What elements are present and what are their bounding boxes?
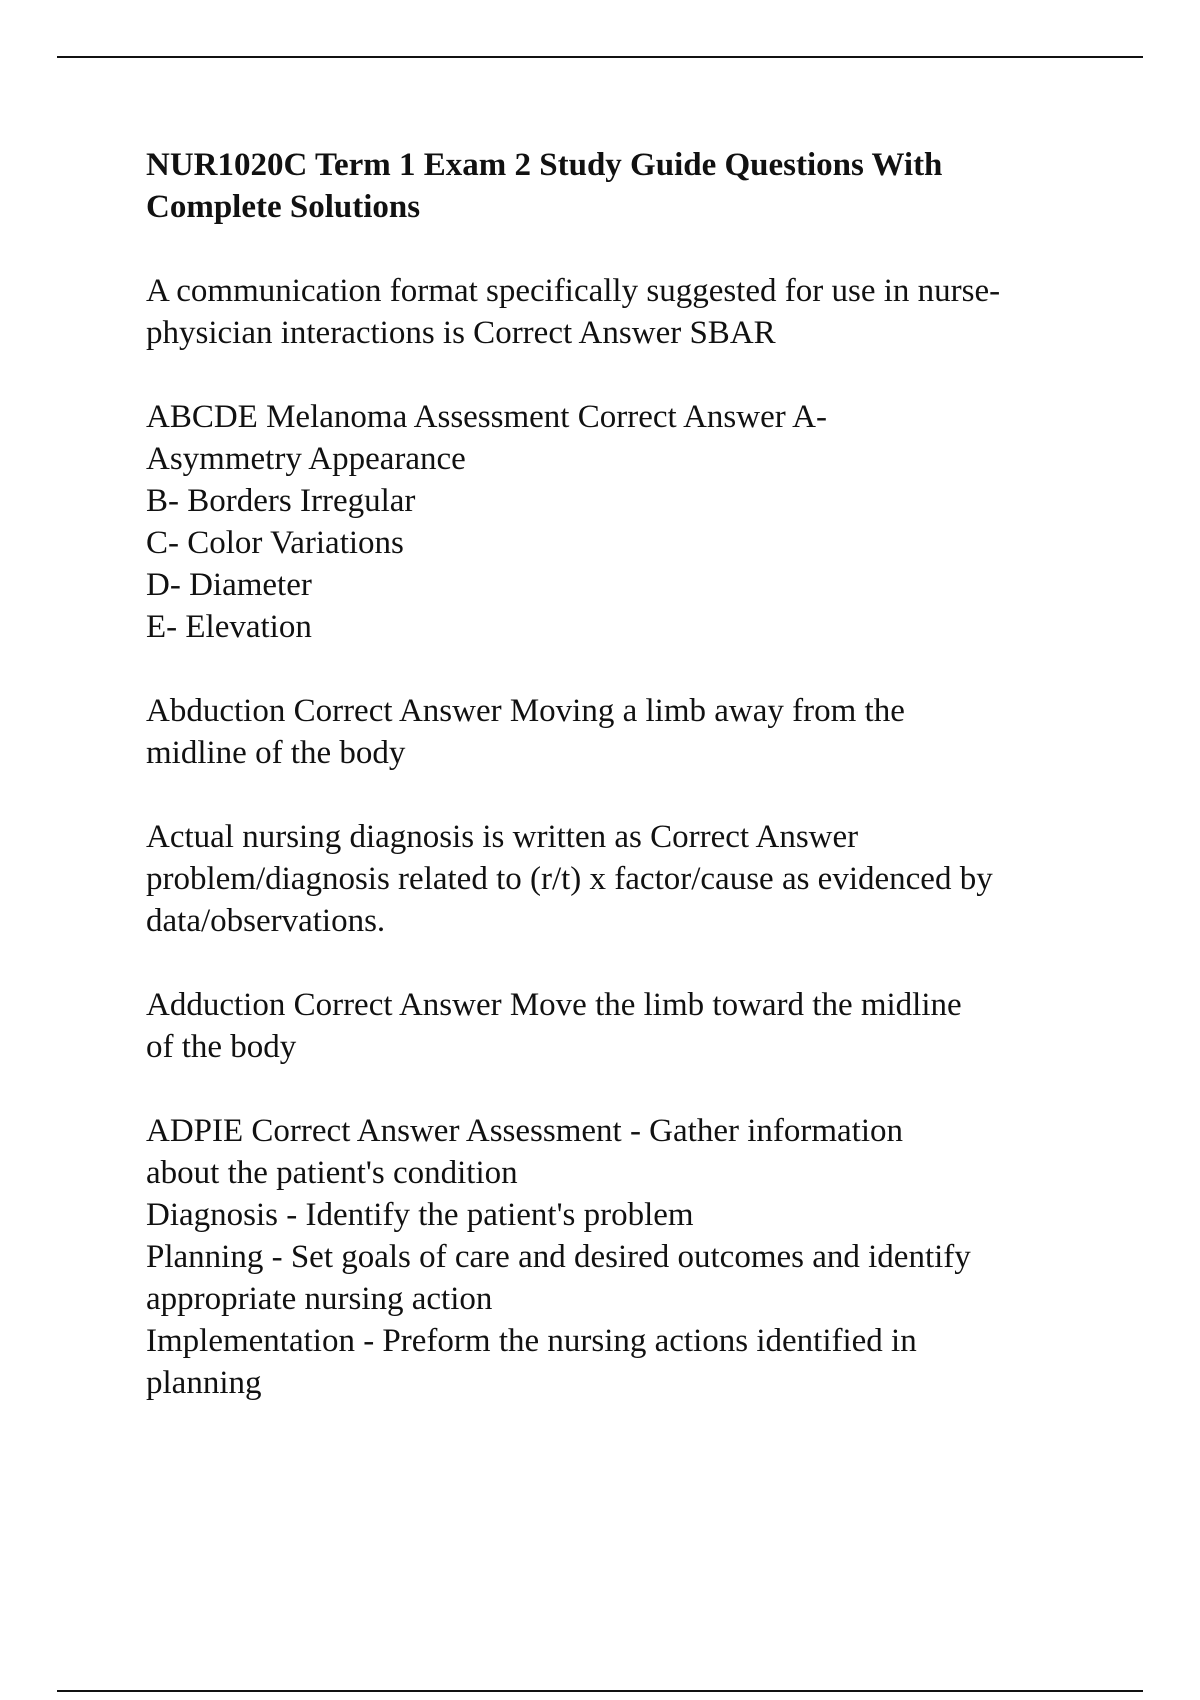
entry-line: ADPIE Correct Answer Assessment - Gather information xyxy=(146,1113,904,1149)
entry-line: midline of the body xyxy=(146,735,406,771)
entry-line: Actual nursing diagnosis is written as Correct Answer xyxy=(146,819,859,855)
entry-line: Adduction Correct Answer Move the limb toward the midline xyxy=(146,987,962,1023)
qa-entry-abduction xyxy=(146,690,1096,774)
bottom-rule xyxy=(57,1690,1143,1692)
top-rule xyxy=(57,56,1143,58)
entry-line: D- Diameter xyxy=(146,567,312,603)
entry-line: B- Borders Irregular xyxy=(146,483,416,519)
qa-entry-nursing-diagnosis xyxy=(146,816,1096,942)
entry-line: about the patient's condition xyxy=(146,1155,518,1191)
entry-line: ABCDE Melanoma Assessment Correct Answer A- xyxy=(146,399,827,435)
title-line: NUR1020C Term 1 Exam 2 Study Guide Questions With xyxy=(146,147,943,183)
qa-entry-adduction xyxy=(146,984,1096,1068)
title-line: Complete Solutions xyxy=(146,189,421,225)
entry-line: Asymmetry Appearance xyxy=(146,441,466,477)
qa-entry-abcde xyxy=(146,396,1096,648)
entry-line: planning xyxy=(146,1365,262,1401)
entry-line: Abduction Correct Answer Moving a limb away from the xyxy=(146,693,905,729)
entry-line: Planning - Set goals of care and desired outcomes and identify xyxy=(146,1239,971,1275)
entry-line: C- Color Variations xyxy=(146,525,404,561)
document-body xyxy=(146,144,1096,1446)
entry-line: E- Elevation xyxy=(146,609,312,645)
qa-entry-adpie xyxy=(146,1110,1096,1404)
entry-line: data/observations. xyxy=(146,903,386,939)
entry-line: Diagnosis - Identify the patient's problem xyxy=(146,1197,694,1233)
document-title xyxy=(146,144,1096,228)
entry-line: appropriate nursing action xyxy=(146,1281,493,1317)
entry-line: A communication format specifically suggested for use in nurse- xyxy=(146,273,1001,309)
entry-line: problem/diagnosis related to (r/t) x factor/cause as evidenced by xyxy=(146,861,993,897)
entry-line: of the body xyxy=(146,1029,297,1065)
entry-line: physician interactions is Correct Answer SBAR xyxy=(146,315,776,351)
qa-entry-sbar xyxy=(146,270,1096,354)
entry-line: Implementation - Preform the nursing actions identified in xyxy=(146,1323,917,1359)
